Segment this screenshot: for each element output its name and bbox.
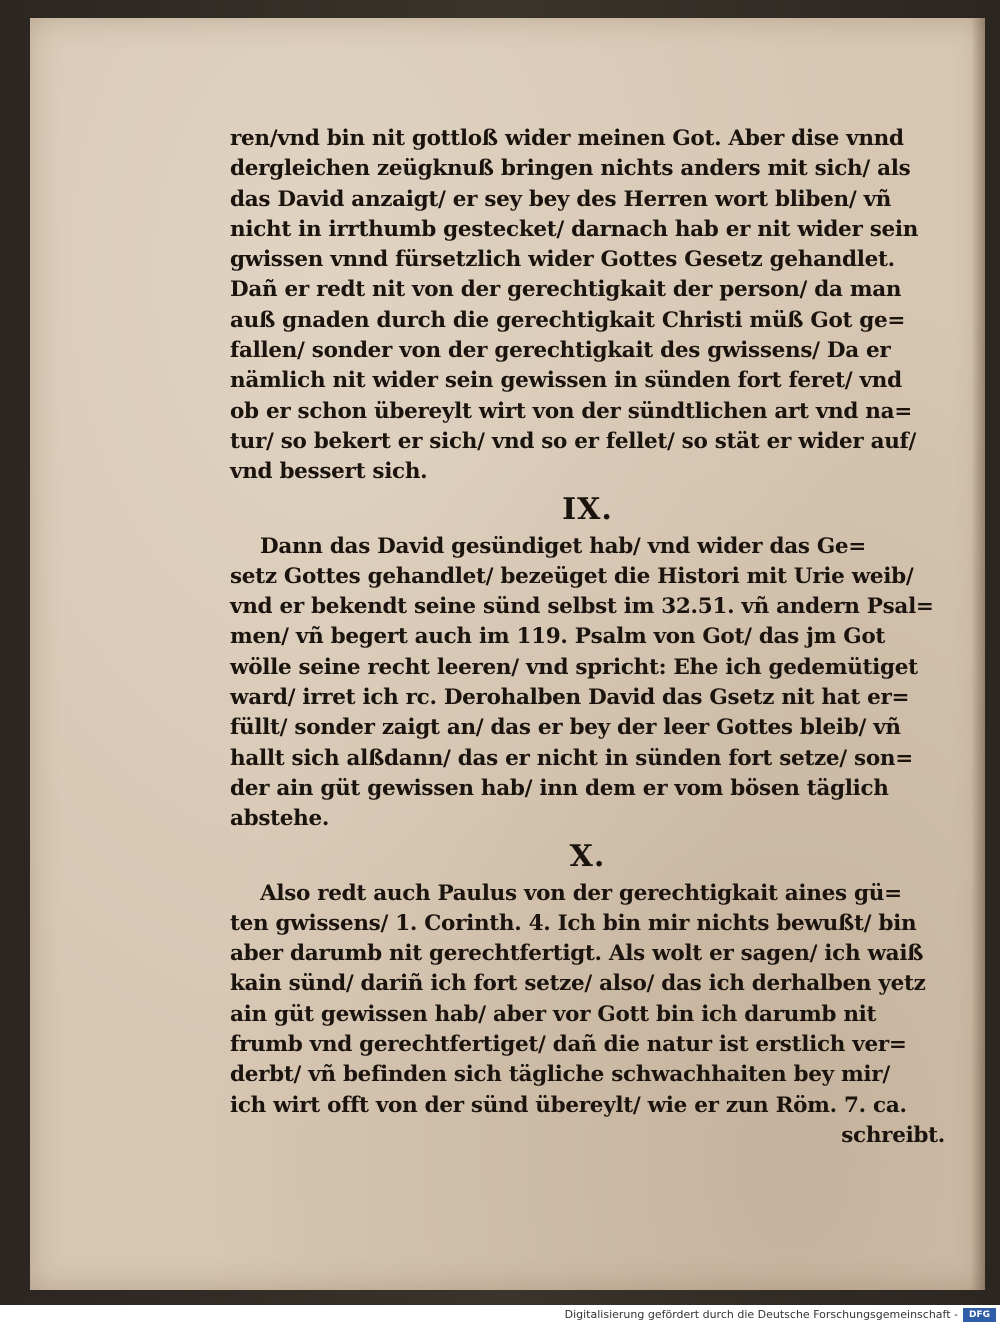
text-line: setz Gottes gehandlet/ bezeüget die Histori mit Urie weib/	[230, 563, 914, 589]
text-line: ren/vnd bin nit gottloß wider meinen Got. Aber dise vnnd	[230, 126, 904, 151]
text-line: das David anzaigt/ er sey bey des Herren wort bliben/ vñ	[230, 186, 892, 212]
text-line: Dañ er redt nit von der gerechtigkait der person/ da man	[230, 277, 902, 303]
text-line: ten gwissens/ 1. Corinth. 4. Ich bin mir nichts bewußt/ bin	[230, 910, 917, 936]
text-line: ob er schon übereylt wirt von der sündtlichen art vnd na=	[230, 398, 912, 424]
text-line: gwissen vnnd fürsetzlich wider Gottes Gesetz gehandlet.	[230, 247, 895, 273]
text-line: füllt/ sonder zaigt an/ das er bey der leer Gottes bleib/ vñ	[230, 715, 901, 741]
text-line: der ain güt gewissen hab/ inn dem er vom bösen täglich	[230, 775, 889, 801]
text-line: hallt sich alßdann/ das er nicht in sünden fort setze/ son=	[230, 745, 913, 771]
text-line: ward/ irret ich rc. Derohalben David das Gsetz nit hat er=	[230, 685, 910, 711]
catchword: schreibt.	[841, 1122, 945, 1148]
text-line: fallen/ sonder von der gerechtigkait des gwissens/ Da er	[230, 338, 891, 364]
text-line: aber darumb nit gerechtfertigt. Als wolt er sagen/ ich waiß	[230, 941, 924, 967]
text-line: abstehe.	[230, 806, 330, 832]
text-line: Dann das David gesündiget hab/ vnd wider das Ge=	[260, 533, 867, 559]
text-line: frumb vnd gerechtfertiget/ dañ die natur ist erstlich ver=	[230, 1032, 907, 1058]
text-line: derbt/ vñ befinden sich tägliche schwachhaiten bey mir/	[230, 1062, 890, 1088]
text-line: Also redt auch Paulus von der gerechtigkait aines gü=	[260, 880, 902, 906]
text-line: wölle seine recht leeren/ vnd spricht: Ehe ich gedemütiget	[230, 654, 918, 680]
section-heading-ix: IX.	[562, 491, 613, 527]
text-line: vnd er bekendt seine sünd selbst im 32.51. vñ andern Psal=	[230, 594, 934, 620]
section-heading-x: X.	[569, 838, 606, 874]
page-edge-shadow	[971, 18, 985, 1290]
footer-bar	[0, 1305, 1000, 1325]
text-line: tur/ so bekert er sich/ vnd so er fellet/ so stät er wider auf/	[230, 428, 917, 454]
text-line: vnd bessert sich.	[230, 459, 428, 485]
text-line: men/ vñ begert auch im 119. Psalm von Got/ das jm Got	[230, 624, 886, 650]
footer-credit: Digitalisierung gefördert durch die Deutsche Forschungsgemeinschaft -	[564, 1308, 958, 1321]
page-text	[230, 124, 945, 1151]
text-line: auß gnaden durch die gerechtigkait Christi müß Got ge=	[230, 307, 906, 333]
text-line: dergleichen zeügknuß bringen nichts anders mit sich/ als	[230, 156, 911, 182]
dfg-logo-icon[interactable]: DFG	[963, 1308, 996, 1322]
text-line: ich wirt offt von der sünd übereylt/ wie er zun Röm. 7. ca.	[230, 1092, 907, 1118]
text-line: nicht in irrthumb gestecket/ darnach hab er nit wider sein	[230, 216, 919, 242]
text-line: nämlich nit wider sein gewissen in sünden fort feret/ vnd	[230, 368, 902, 394]
text-line: ain güt gewissen hab/ aber vor Gott bin ich darumb nit	[230, 1001, 877, 1027]
book-page	[30, 18, 985, 1290]
text-line: kain sünd/ dariñ ich fort setze/ also/ das ich derhalben yetz	[230, 971, 926, 997]
